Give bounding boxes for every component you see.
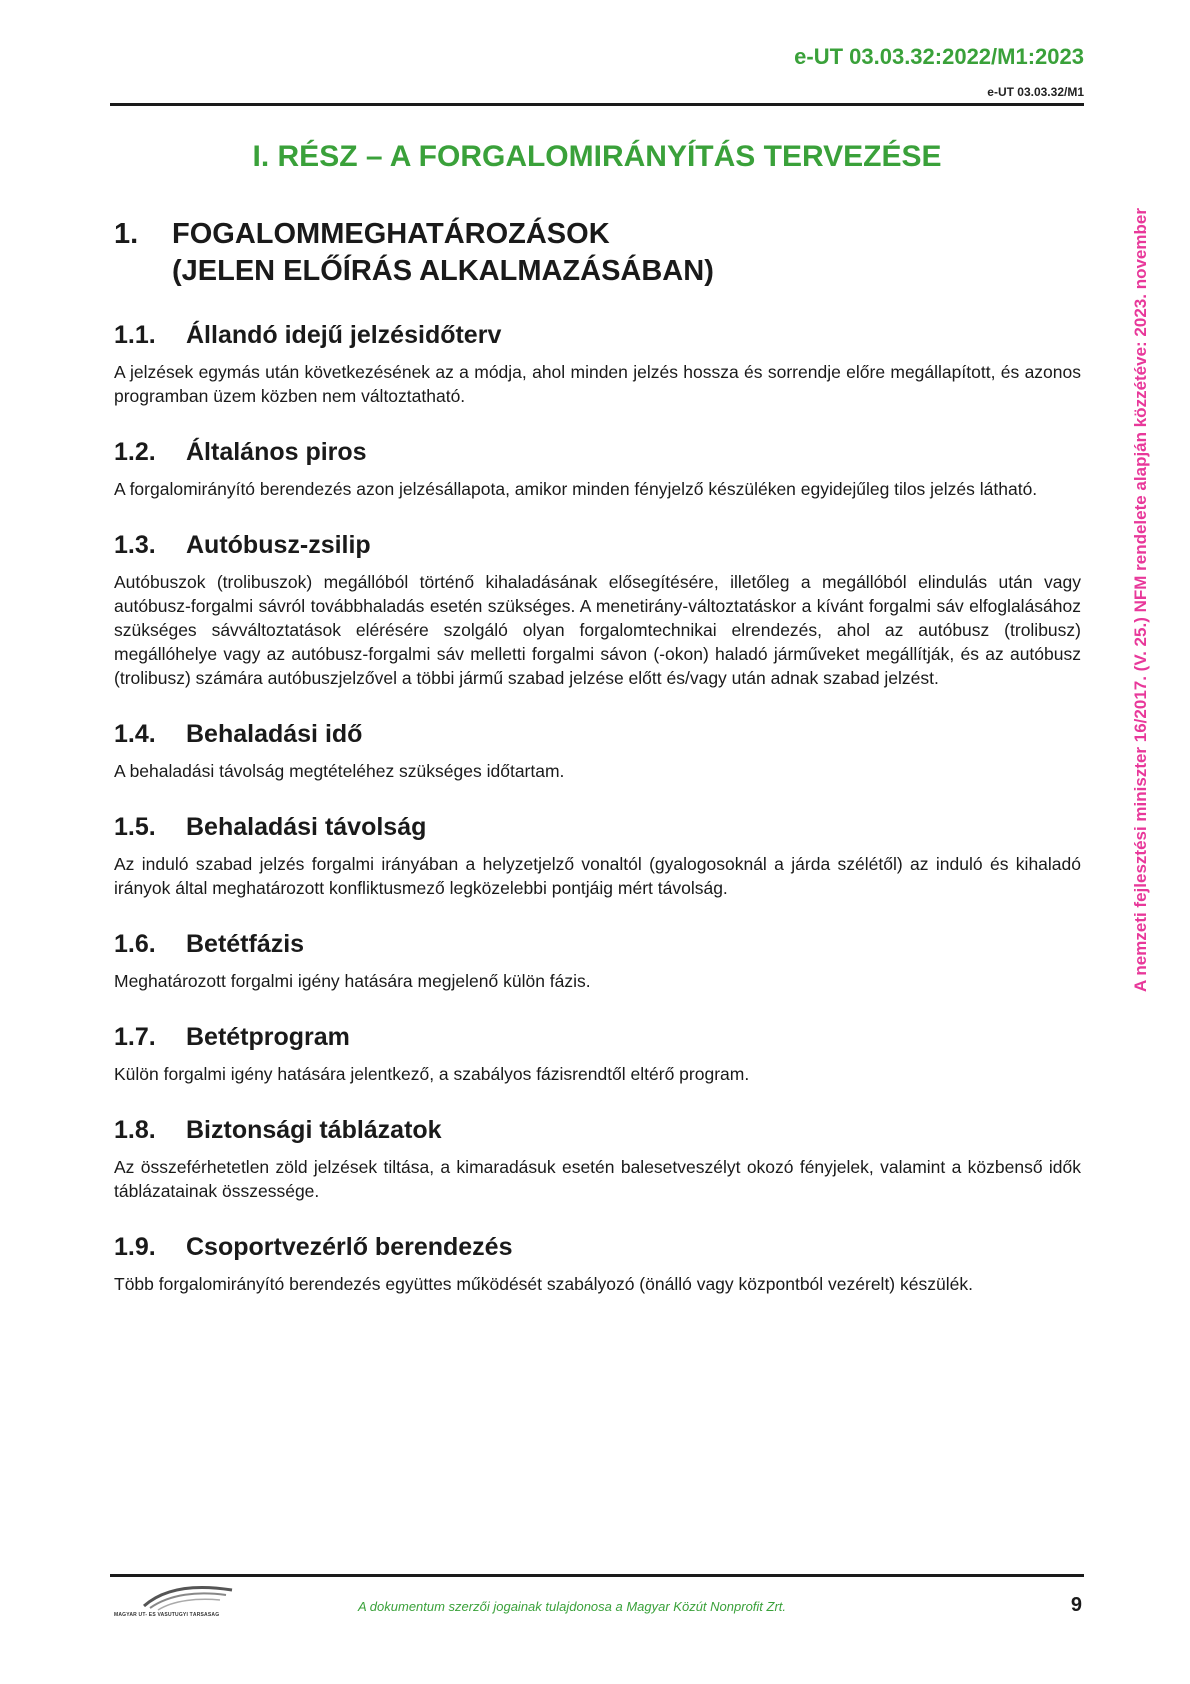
section-number: 1.9.	[114, 1233, 156, 1261]
section-number: 1.4.	[114, 720, 156, 748]
section-body: Autóbuszok (trolibuszok) megállóból történő kihaladásának elősegítésére, illetőleg a megállóból elindulás után vagy autóbusz-forgalmi sávról továbbhaladás esetén szükséges. A menetirány-változtatáskor a kívánt forgalmi sáv elfoglalásához szükséges sávváltoztatások elérésére szolgáló olyan forgalomtechnikai elrendezés, ahol az autóbusz (trolibusz) megállóhelye vagy az autóbusz-forgalmi sáv melletti forgalmi sávon (-okon) haladó járműveket megállítják, és az autóbusz (trolibusz) számára autóbuszjelzővel a többi jármű szabad jelzése előtt és/vagy után adnak szabad jelzést.	[114, 572, 1081, 688]
section-number: 1.8.	[114, 1116, 156, 1144]
section-heading	[114, 812, 1081, 842]
section-1-8	[114, 1115, 1081, 1203]
section-body: A behaladási távolság megtételéhez szükséges időtartam.	[114, 761, 565, 781]
chapter-title	[172, 216, 872, 290]
document-subcode: e-UT 03.03.32/M1	[987, 85, 1084, 99]
chapter-title-line2: (JELEN ELŐÍRÁS ALKALMAZÁSÁBAN)	[172, 255, 714, 287]
section-title: Állandó idejű jelzésidőterv	[186, 321, 502, 349]
section-number: 1.6.	[114, 930, 156, 958]
section-heading	[114, 437, 1081, 467]
logo-mark-icon	[114, 1582, 260, 1612]
section-body: Az összeférhetetlen zöld jelzések tiltása, a kimaradásuk esetén balesetveszélyt okozó fényjelek, valamint a közbenső idők táblázatainak összessége.	[114, 1157, 1081, 1201]
section-title: Betétprogram	[186, 1023, 350, 1051]
section-1-9	[114, 1232, 1081, 1296]
section-number: 1.1.	[114, 321, 156, 349]
publication-side-note: A nemzeti fejlesztési miniszter 16/2017. (V. 25.) NFM rendelete alapján közzétéve: 2023. november	[1131, 208, 1150, 992]
section-title: Biztonsági táblázatok	[186, 1116, 442, 1144]
society-logo	[114, 1582, 260, 1620]
section-number: 1.5.	[114, 813, 156, 841]
section-number: 1.7.	[114, 1023, 156, 1051]
section-1-5	[114, 812, 1081, 900]
section-body: Több forgalomirányító berendezés együttes működését szabályozó (önálló vagy központból vezérelt) készülék.	[114, 1274, 973, 1294]
copyright-notice: A dokumentum szerzői jogainak tulajdonosa a Magyar Közút Nonprofit Zrt.	[358, 1599, 787, 1614]
section-heading	[114, 929, 1081, 959]
page-number: 9	[1070, 1594, 1082, 1616]
footer-rule	[110, 1574, 1084, 1577]
section-1-4	[114, 719, 1081, 783]
section-body: A jelzések egymás után következésének az a módja, ahol minden jelzés hossza és sorrendje előre megállapított, és azonos programban üzem közben nem változtatható.	[114, 362, 1081, 406]
section-number: 1.2.	[114, 438, 156, 466]
section-body: Külön forgalmi igény hatására jelentkező, a szabályos fázisrendtől eltérő program.	[114, 1064, 750, 1084]
section-heading	[114, 320, 1081, 350]
section-title: Betétfázis	[186, 930, 305, 958]
section-title: Behaladási távolság	[186, 813, 427, 841]
chapter-heading	[114, 216, 872, 290]
section-1-2	[114, 437, 1081, 501]
section-1-1	[114, 320, 1081, 408]
chapter-number: 1.	[114, 218, 139, 250]
section-1-6	[114, 929, 1081, 993]
section-heading	[114, 1232, 1081, 1262]
section-title: Behaladási idő	[186, 720, 363, 748]
part-title: I. RÉSZ – A FORGALOMIRÁNYÍTÁS TERVEZÉSE	[252, 140, 942, 173]
section-1-7	[114, 1022, 1081, 1086]
section-title: Általános piros	[186, 438, 367, 466]
header-rule	[110, 103, 1084, 106]
section-number: 1.3.	[114, 531, 156, 559]
section-heading	[114, 719, 1081, 749]
section-1-3	[114, 530, 1081, 690]
section-heading	[114, 1115, 1081, 1145]
section-heading	[114, 530, 1081, 560]
section-body: Meghatározott forgalmi igény hatására megjelenő külön fázis.	[114, 971, 591, 991]
section-body: Az induló szabad jelzés forgalmi irányában a helyzetjelző vonaltól (gyalogosoknál a járda szélétől) az induló és kihaladó irányok által meghatározott konfliktusmező legközelebbi pontjáig mért távolság.	[114, 854, 1081, 898]
section-title: Csoportvezérlő berendezés	[186, 1233, 513, 1261]
section-body: A forgalomirányító berendezés azon jelzésállapota, amikor minden fényjelző készüléken egyidejűleg tilos jelzés látható.	[114, 479, 1038, 499]
document-code: e-UT 03.03.32:2022/M1:2023	[794, 44, 1084, 69]
section-heading	[114, 1022, 1081, 1052]
section-title: Autóbusz-zsilip	[186, 531, 371, 559]
definitions-list	[114, 320, 1081, 1325]
chapter-title-line1: FOGALOMMEGHATÁROZÁSOK	[172, 218, 610, 250]
logo-text: MAGYAR ÚT- ÉS VASÚTÜGYI TÁRSASÁG	[114, 1612, 220, 1618]
